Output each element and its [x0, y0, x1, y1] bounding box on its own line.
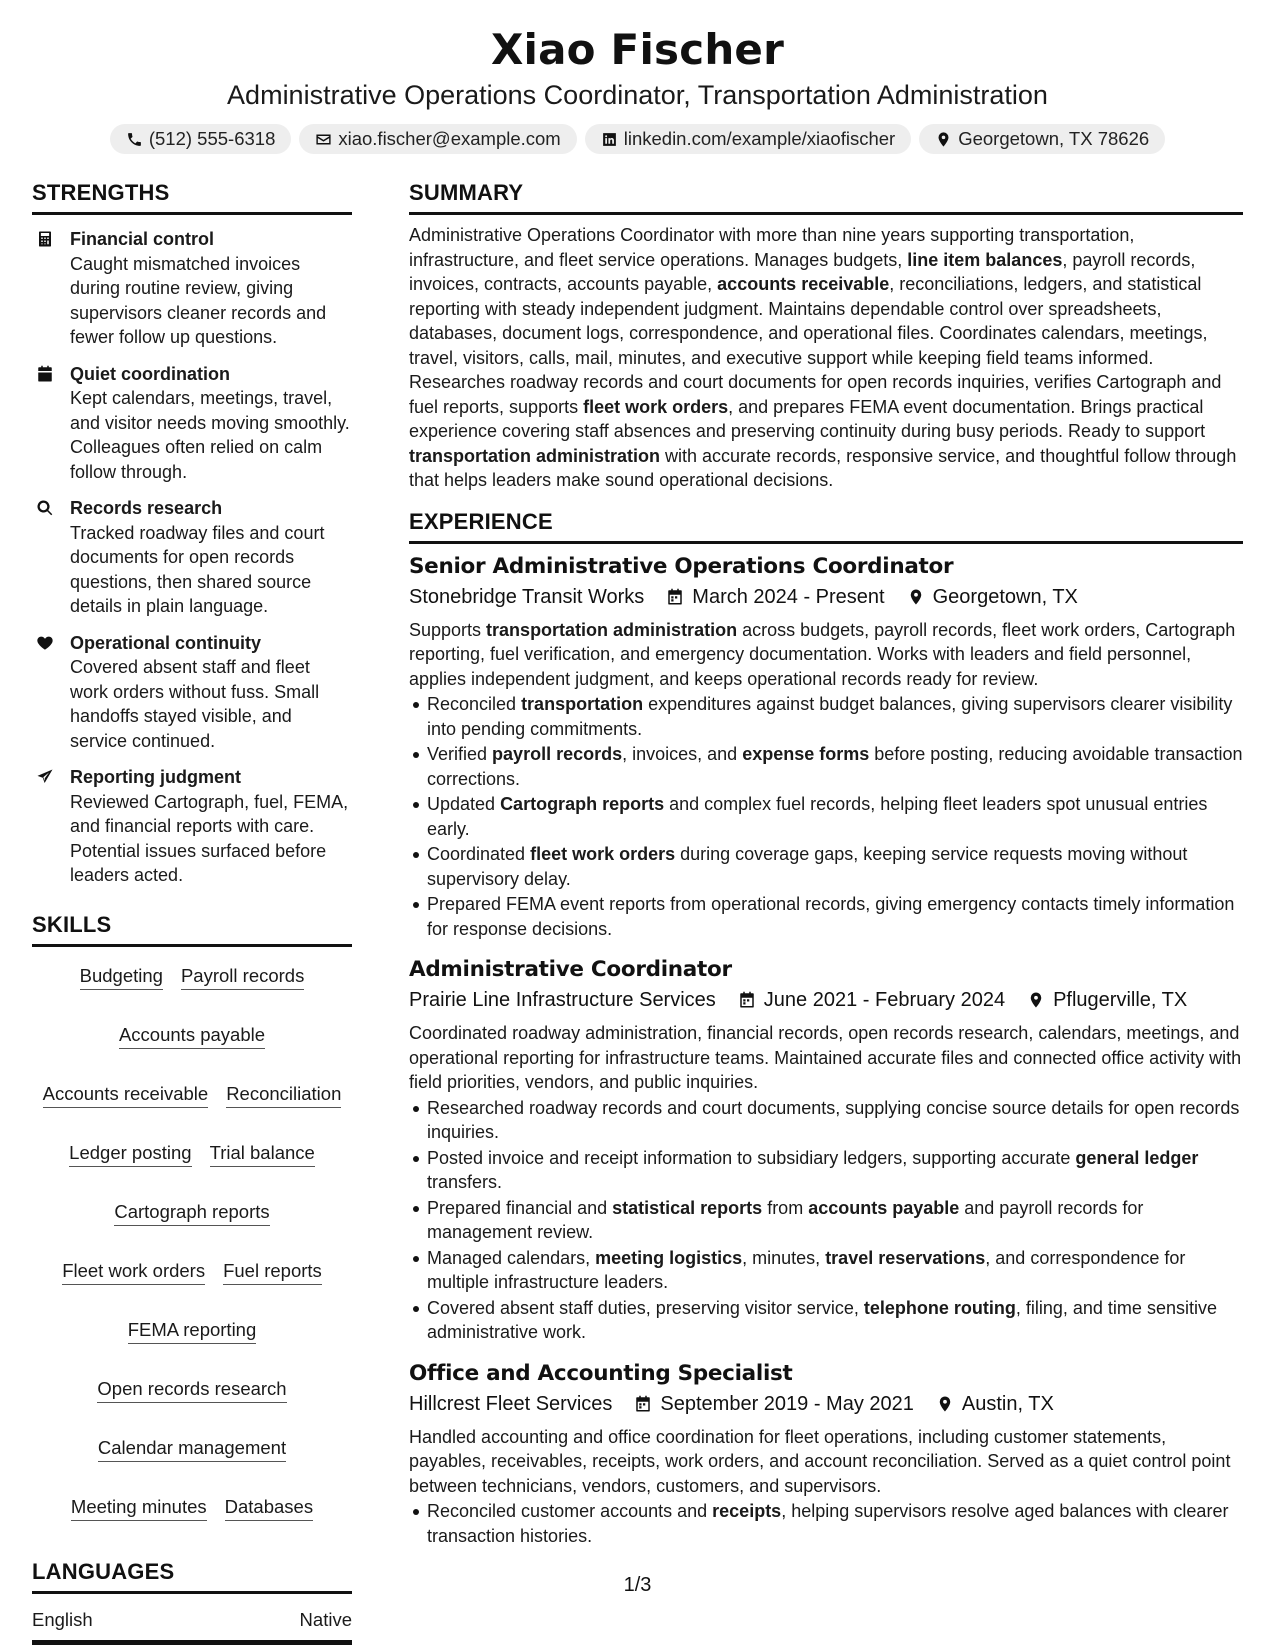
languages-heading: LANGUAGES: [32, 1557, 352, 1594]
job-entry: [409, 955, 1243, 1345]
job-entry: [409, 552, 1243, 942]
skill-tag: Payroll records: [181, 963, 304, 990]
resume-header: [0, 22, 1275, 154]
experience-heading: EXPERIENCE: [409, 507, 1243, 544]
experience-section: [409, 507, 1243, 1549]
strength-title: Quiet coordination: [70, 363, 230, 384]
envelope-icon: [315, 131, 332, 148]
language-name: English: [32, 1608, 93, 1630]
location-pin-icon: [1027, 991, 1045, 1009]
bullet-item: Reconciled customer accounts and receipts, helping supervisors resolve aged balances with clearer transaction histories.: [409, 1499, 1243, 1548]
job-meta: [409, 582, 1243, 612]
job-title: Office and Accounting Specialist: [409, 1360, 793, 1386]
job-bullets: [409, 1499, 1243, 1548]
candidate-name: Xiao Fischer: [490, 25, 785, 74]
strength-description: Kept calendars, meetings, travel, and visitor needs moving smoothly. Colleagues often relied on calm follow through.: [70, 388, 350, 482]
paper-plane-icon: [36, 768, 54, 786]
bullet-item: Verified payroll records, invoices, and expense forms before posting, reducing avoidable transaction corrections.: [409, 742, 1243, 791]
calculator-icon: [36, 230, 54, 248]
job-description: Handled accounting and office coordination for fleet operations, including customer statements, payables, receivables, receipts, work orders, and account reconciliation. Served as a quiet control point between technicians, vendors, customers, and supervisors.: [409, 1426, 1231, 1496]
strength-description: Reviewed Cartograph, fuel, FEMA, and financial reports with care. Potential issues surfaced before leaders acted.: [70, 791, 349, 885]
location-pin-icon: [907, 588, 925, 606]
strength-description: Caught mismatched invoices during routine review, giving supervisors cleaner records and fewer follow up questions.: [70, 253, 327, 347]
job-description: Coordinated roadway administration, financial records, open records research, calendars, meetings, and operational reporting for infrastructure teams. Maintained accurate files and connected office activity with field priorities, vendors, and public inquiries.: [409, 1023, 1242, 1092]
calendar-icon: [738, 991, 756, 1009]
skill-tag: FEMA reporting: [128, 1317, 257, 1344]
bullet-item: Prepared financial and statistical reports from accounts payable and payroll records for management review.: [409, 1196, 1243, 1245]
contact-email-text: xiao.fischer@example.com: [338, 128, 561, 149]
strength-item: [32, 631, 352, 754]
job-bullets: [409, 692, 1243, 941]
heart-icon: [36, 634, 54, 652]
job-company: Hillcrest Fleet Services: [409, 1392, 613, 1415]
job-dates: March 2024 - Present: [692, 585, 885, 608]
skill-tag: Trial balance: [210, 1140, 315, 1167]
skill-tag: Fleet work orders: [62, 1258, 205, 1285]
job-location: Austin, TX: [961, 1392, 1054, 1415]
strength-description: Tracked roadway files and court documents for open records questions, then shared source details in plain language.: [70, 522, 325, 616]
bullet-item: Managed calendars, meeting logistics, minutes, travel reservations, and correspondence for multiple infrastructure leaders.: [409, 1246, 1243, 1295]
skill-tag: Meeting minutes: [71, 1494, 207, 1521]
search-icon: [36, 499, 54, 517]
phone-icon: [126, 131, 143, 148]
skill-tag: Budgeting: [80, 963, 163, 990]
location-pin-icon: [935, 131, 952, 148]
skill-tag: Reconciliation: [226, 1081, 341, 1108]
strength-title: Reporting judgment: [70, 767, 241, 787]
skill-tag: Cartograph reports: [114, 1199, 269, 1226]
skill-tag: Databases: [225, 1494, 313, 1521]
job-entry: [409, 1359, 1243, 1549]
job-location: Georgetown, TX: [932, 585, 1078, 608]
bullet-item: Posted invoice and receipt information to subsidiary ledgers, supporting accurate general ledger transfers.: [409, 1146, 1243, 1195]
skill-tag: Fuel reports: [223, 1258, 322, 1285]
contact-phone-text: (512) 555-6318: [148, 128, 276, 149]
strength-item: [32, 765, 352, 888]
skill-tag: Accounts payable: [119, 1022, 265, 1049]
job-meta: [409, 1389, 1243, 1419]
summary-heading: SUMMARY: [409, 178, 1243, 215]
left-column: [32, 178, 352, 1645]
skills-heading: SKILLS: [32, 910, 352, 947]
strength-title: Operational continuity: [70, 632, 262, 653]
bullet-item: Researched roadway records and court documents, supplying concise source details for open records inquiries.: [409, 1096, 1243, 1145]
strength-item: [32, 362, 352, 485]
bullet-item: Updated Cartograph reports and complex fuel records, helping fleet leaders spot unusual entries early.: [409, 792, 1243, 841]
bullet-item: Coordinated fleet work orders during coverage gaps, keeping service requests moving without supervisory delay.: [409, 842, 1243, 891]
strength-item: [32, 496, 352, 619]
contact-bar: [0, 124, 1275, 154]
skills-list: [32, 963, 352, 1521]
job-location: Pflugerville, TX: [1053, 989, 1188, 1011]
job-bullets: [409, 1096, 1243, 1345]
skill-tag: Calendar management: [98, 1435, 286, 1462]
calendar-icon: [666, 588, 684, 606]
contact-location: [919, 124, 1165, 154]
page-number: 1/3: [623, 1574, 652, 1596]
strength-title: Records research: [70, 498, 223, 518]
skill-tag: Ledger posting: [69, 1140, 191, 1167]
job-dates: September 2019 - May 2021: [660, 1392, 914, 1415]
contact-linkedin-text: linkedin.com/example/xiaofischer: [623, 128, 896, 149]
job-company: Stonebridge Transit Works: [409, 585, 645, 608]
job-dates: June 2021 - February 2024: [763, 989, 1006, 1011]
contact-email[interactable]: [299, 124, 576, 154]
language-level: Native: [299, 1608, 352, 1630]
contact-linkedin[interactable]: [585, 124, 911, 154]
bullet-item: Covered absent staff duties, preserving visitor service, telephone routing, filing, and time sensitive administrative work.: [409, 1296, 1243, 1345]
bullet-item: Prepared FEMA event reports from operational records, giving emergency contacts timely information for response decisions.: [409, 892, 1243, 941]
calendar-icon: [634, 1395, 652, 1413]
linkedin-icon: [601, 131, 618, 148]
contact-location-text: Georgetown, TX 78626: [958, 128, 1150, 149]
summary-text: Administrative Operations Coordinator with more than nine years supporting transportation, infrastructure, and fleet service operations. Manages budgets, line item balances, payroll records, invoices, contracts, accounts payable, accounts receivable, reconciliations, ledgers, and statistical reporting with steady independent judgment. Maintains dependable control over spreadsheets, databases, document logs, correspondence, and operational files. Coordinates calendars, meetings, travel, visitors, calls, mail, minutes, and executive support while keeping field teams informed. Researches roadway records and court documents for open records inquiries, verifies Cartograph and fuel reports, supports fleet work orders, and prepares FEMA event documentation. Brings practical experience covering staff absences and preserving continuity during busy periods. Ready to support transportation administration with accurate records, responsive service, and thoughtful follow through that helps leaders make sound operational decisions.: [409, 225, 1237, 490]
bullet-item: Reconciled transportation expenditures against budget balances, giving supervisors clearer visibility into pending commitments.: [409, 692, 1243, 741]
right-column: [409, 178, 1243, 1548]
job-description: Supports transportation administration across budgets, payroll records, fleet work orders, Cartograph reporting, fuel verification, and emergency documentation. Works with leaders and field personnel, applies independent judgment, and keeps operational records ready for review.: [409, 619, 1236, 689]
strength-title: Financial control: [70, 229, 215, 249]
candidate-headline: Administrative Operations Coordinator, Transportation Administration: [227, 80, 1048, 110]
location-pin-icon: [936, 1395, 954, 1413]
job-title: Administrative Coordinator: [409, 957, 732, 982]
strength-item: [32, 227, 352, 350]
job-meta: [409, 985, 1243, 1015]
calendar-icon: [36, 365, 54, 383]
strength-description: Covered absent staff and fleet work orders without fuss. Small handoffs stayed visible, and service continued.: [70, 657, 320, 751]
contact-phone[interactable]: [110, 124, 292, 154]
skill-tag: Open records research: [97, 1376, 286, 1403]
languages-section: [32, 1557, 352, 1645]
job-company: Prairie Line Infrastructure Services: [409, 989, 716, 1011]
language-row: [32, 1608, 352, 1645]
job-title: Senior Administrative Operations Coordinator: [409, 553, 954, 579]
skill-tag: Accounts receivable: [43, 1081, 209, 1108]
strengths-heading: STRENGTHS: [32, 178, 352, 215]
